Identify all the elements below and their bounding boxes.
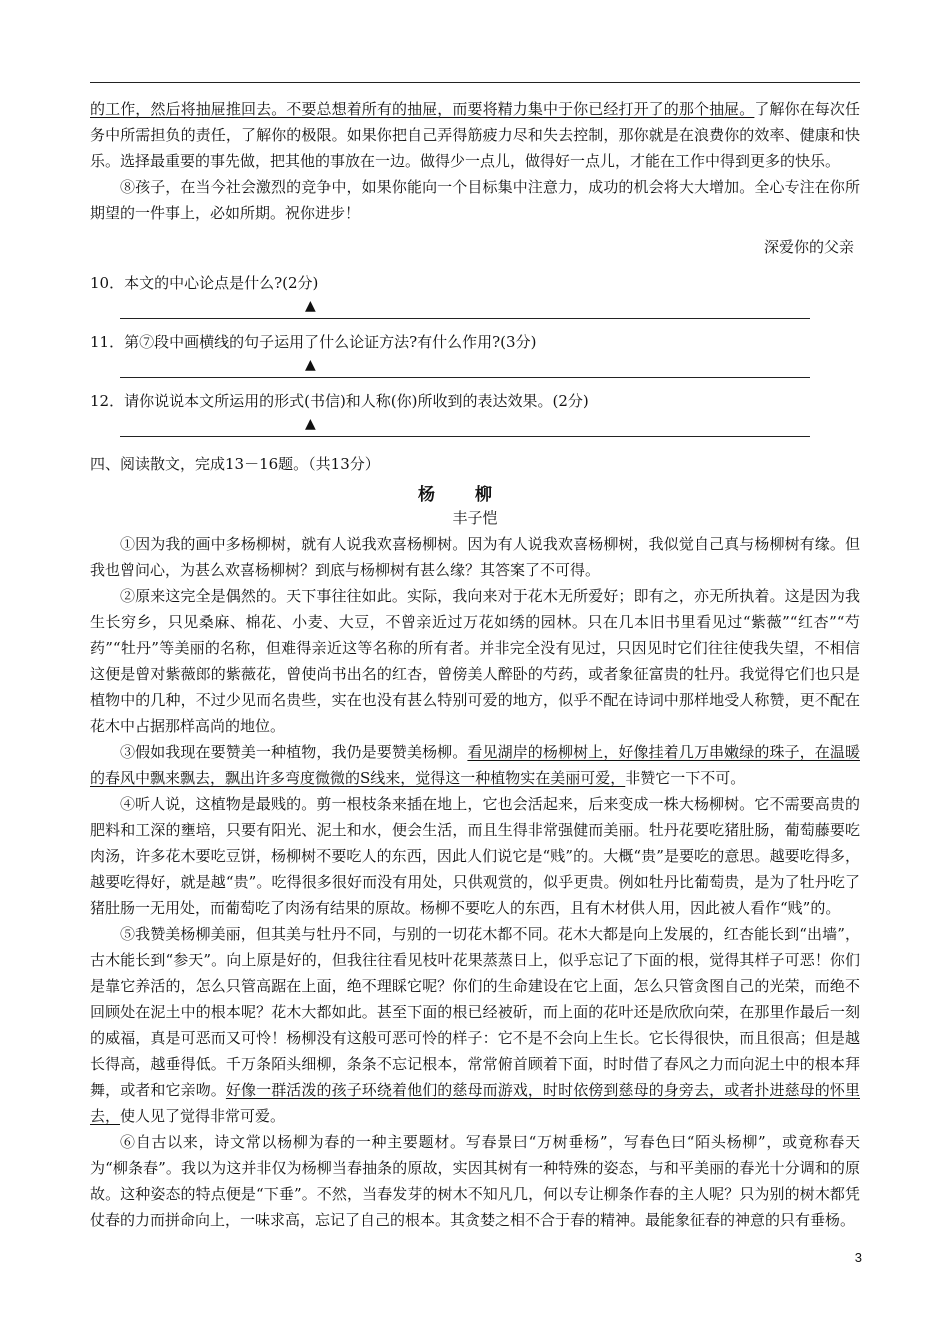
essay-paragraph-4: ④听人说，这植物是最贱的。剪一根枝条来插在地上，它也会活起来，后来变成一株大杨柳树。它不需要高贵的肥料和工深的壅培，只要有阳光、泥土和水，便会生活，而且生得非常强健而美丽。牡丹花要吃猪肚肠，葡萄藤要吃肉汤，许多花木要吃豆饼，杨柳树不要吃人的东西，因此人们说它是“贱”的。大概“贵”是要吃的意思。越要吃得多，越要吃得好，就是越“贵”。吃得很多很好而没有用处，只供观赏的，似乎更贵。例如牡丹比葡萄贵，是为了牡丹吃了猪肚肠一无用处，而葡萄吃了肉汤有结果的原故。杨柳不要吃人的东西，且有木材供人用，因此被人看作“贱”的。 xyxy=(90,795,860,917)
triangle-marker-icon: ▲ xyxy=(305,416,316,432)
essay-paragraph-1: ①因为我的画中多杨柳树，就有人说我欢喜杨柳树。因为有人说我欢喜杨柳树，我似觉自己真与杨柳树有缘。但我也曾问心，为甚么欢喜杨柳树？到底与杨柳树有甚么缘？其答案了不可得。 xyxy=(90,535,860,579)
paragraph-text: 非赞它一下不可。 xyxy=(625,769,746,787)
answer-line-10[interactable] xyxy=(120,296,810,319)
essay-paragraph-6: ⑥自古以来，诗文常以杨柳为春的一种主要题材。写春景曰“万树垂杨”，写春色曰“陌头杨柳”，或竟称春天为“柳条春”。我以为这并非仅为杨柳当春抽条的原故，实因其树有一种特殊的姿态，与和平美丽的春光十分调和的原故。这种姿态的特点便是“下垂”。不然，当春发芽的树木不知凡几，何以专让柳条作春的主人呢？只为别的树木都凭仗春的力而拼命向上，一味求高，忘记了自己的根本。其贪婪之相不合于春的精神。最能象征春的神意的只有垂杨。 xyxy=(90,1133,860,1229)
question-11: 11．第⑦段中画横线的句子运用了什么论证方法?有什么作用?(3分) xyxy=(90,333,537,351)
page-content xyxy=(90,96,860,1233)
underlined-sentence: 看见湖岸的杨柳树上，好像挂着几万串嫩绿的珠子，在温暖的春风中飘来飘去，飘出许多弯度微微的S线来，觉得这一种植物实在美丽可爱， xyxy=(90,743,860,787)
paragraph-text: ③假如我现在要赞美一种植物，我仍是要赞美杨柳。 xyxy=(120,743,468,761)
essay-paragraph-2: ②原来这完全是偶然的。天下事往往如此。实际，我向来对于花木无所爱好；即有之，亦无所执着。这是因为我生长穷乡，只见桑麻、棉花、小麦、大豆，不曾亲近过万花如绣的园林。只在几本旧书里看见过“紫薇”“红杏”“芍药”“牡丹”等美丽的名称，但难得亲近这等名称的所有者。并非完全没有见过，只因见时它们往往使我失望，不相信这便是曾对紫薇郎的紫薇花，曾使尚书出名的红杏，曾傍美人醉卧的芍药，或者象征富贵的牡丹。我觉得它们也只是植物中的几种，不过少见而名贵些，实在也没有甚么特别可爱的地方，似乎不配在诗词中那样地受人称赞，更不配在花木中占据那样高尚的地位。 xyxy=(90,587,860,735)
triangle-marker-icon: ▲ xyxy=(305,357,316,373)
letter-paragraph-8: ⑧孩子，在当今社会激烈的竞争中，如果你能向一个目标集中注意力，成功的机会将大大增加。全心专注在你所期望的一件事上，必如所期。祝你进步！ xyxy=(90,178,860,222)
underlined-sentence: 的工作，然后将抽屉推回去。不要总想着所有的抽屉，而要将精力集中于你已经打开了的那个抽屉。 xyxy=(90,100,755,118)
page-number: 3 xyxy=(854,1250,862,1265)
answer-line-12[interactable] xyxy=(120,414,810,437)
essay-title: 杨柳 xyxy=(418,485,532,505)
triangle-marker-icon: ▲ xyxy=(305,298,316,314)
header-rule xyxy=(90,82,860,83)
essay-author: 丰子恺 xyxy=(452,509,498,527)
letter-paragraph-7-end xyxy=(90,96,860,174)
paragraph-text: 使人见了觉得非常可爱。 xyxy=(120,1107,286,1125)
section-heading: 四、阅读散文，完成13－16题。（共13分） xyxy=(90,455,380,473)
question-10: 10．本文的中心论点是什么?(2分) xyxy=(90,274,319,292)
paragraph-text: 了解你在每次任务中所需担负的责任，了解你的极限。如果你把自己弄得筋疲力尽和失去控制，那你就是在浪费你的效率、健康和快乐。选择最重要的事先做，把其他的事放在一边。做得少一点儿，做得好一点儿，才能在工作中得到更多的快乐。 xyxy=(90,100,860,170)
essay-paragraph-5 xyxy=(90,921,860,1129)
letter-signature: 深爱你的父亲 xyxy=(763,238,854,256)
essay-paragraph-3 xyxy=(90,739,860,791)
question-12: 12．请你说说本文所运用的形式(书信)和人称(你)所收到的表达效果。(2分) xyxy=(90,392,589,410)
paragraph-text: ⑤我赞美杨柳美丽，但其美与牡丹不同，与别的一切花木都不同。花木大都是向上发展的，红杏能长到“出墙”，古木能长到“参天”。向上原是好的，但我往往看见枝叶花果蒸蒸日上，似乎忘记了下面的根，觉得其样子可恶！你们是靠它养活的，怎么只管高踞在上面，绝不理睬它呢？你们的生命建设在它上面，怎么只管贪图自己的光荣，而绝不回顾处在泥土中的根本呢？花木大都如此。甚至下面的根已经被斫，而上面的花叶还是欣欣向荣，在那里作最后一刻的威福，真是可恶而又可怜！杨柳没有这般可恶可怜的样子：它不是不会向上生长。它长得很快，而且很高；但是越长得高，越垂得低。千万条陌头细柳，条条不忘记根本，常常俯首顾着下面，时时借了春风之力而向泥土中的根本拜舞，或者和它亲吻。 xyxy=(90,925,860,1099)
answer-line-11[interactable] xyxy=(120,355,810,378)
underlined-sentence: 好像一群活泼的孩子环绕着他们的慈母而游戏，时时依傍到慈母的身旁去，或者扑进慈母的怀里去， xyxy=(90,1081,860,1125)
